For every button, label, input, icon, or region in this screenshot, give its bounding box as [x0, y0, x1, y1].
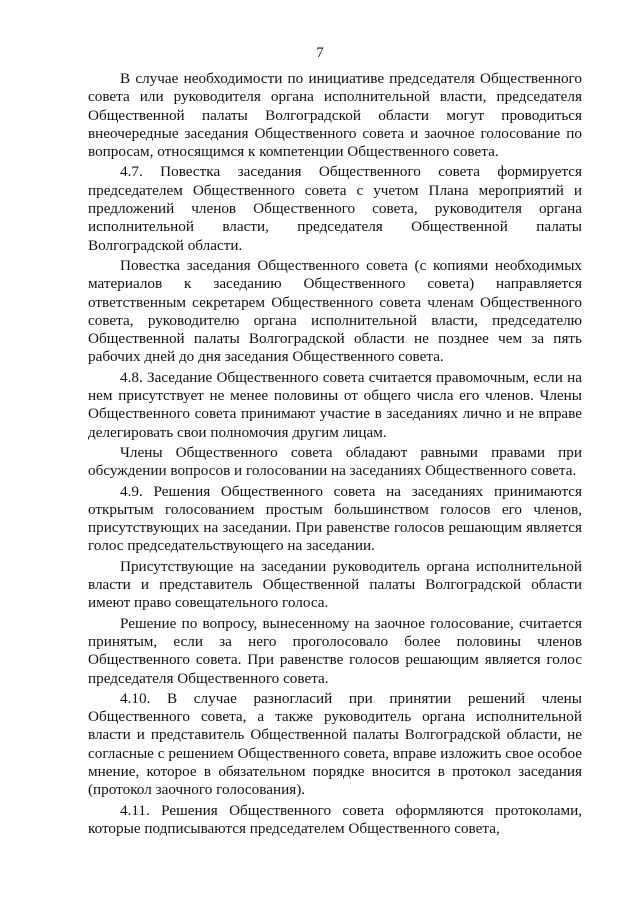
paragraph-4-9-decisions: 4.9. Решения Общественного совета на заседаниях принимаются открытым голосованием простым большинством голосов его членов, присутствующих на заседании. При равенстве голосов решающим является голос председательствующего на заседании.: [88, 482, 582, 555]
document-body: [88, 70, 582, 838]
page-number: 7: [316, 45, 324, 61]
paragraph-absentee-vote: Решение по вопросу, вынесенному на заочное голосование, считается принятым, если за него проголосовало более половины членов Общественного совета. При равенстве голосов решающим является голос председателя Общественного совета.: [88, 614, 582, 687]
paragraph-4-11-protocols: 4.11. Решения Общественного совета оформляются протоколами, которые подписываются председателем Общественного совета,: [88, 801, 582, 837]
paragraph-4-10-dissent: 4.10. В случае разногласий при принятии решений члены Общественного совета, а также руководитель органа исполнительной власти и представитель Общественной палаты Волгоградской области, не согласные с решением Общественного совета, вправе изложить свое особое мнение, которое в обязательном порядке вносится в протокол заседания (протокол заочного голосования).: [88, 689, 582, 799]
paragraph-4-8-quorum: 4.8. Заседание Общественного совета считается правомочным, если на нем присутствует не менее половины от общего числа его членов. Члены Общественного совета принимают участие в заседаниях лично и не вправе делегировать свои полномочия другим лицам.: [88, 368, 582, 441]
paragraph-equal-rights: Члены Общественного совета обладают равными правами при обсуждении вопросов и голосовании на заседаниях Общественного совета.: [88, 443, 582, 480]
paragraph-extraordinary-meetings: В случае необходимости по инициативе председателя Общественного совета или руководителя органа исполнительной власти, председателя Общественной палаты Волгоградской области могут проводиться внеочередные заседания Общественного совета и заочное голосование по вопросам, относящимся к компетенции Общественного совета.: [88, 70, 582, 161]
paragraph-4-7-agenda: 4.7. Повестка заседания Общественного совета формируется председателем Общественного совета с учетом Плана мероприятий и предложений членов Общественного совета, руководителя органа исполнительной власти, председателя Общественной палаты Волгоградской области.: [88, 163, 582, 254]
paragraph-agenda-distribution: Повестка заседания Общественного совета (с копиями необходимых материалов к заседанию Общественного совета) направляется ответственным секретарем Общественного совета членам Общественного совета, руководителю органа исполнительной власти, председателю Общественной палаты Волгоградской области не позднее чем за пять рабочих дней до дня заседания Общественного совета.: [88, 256, 582, 366]
paragraph-advisory-vote: Присутствующие на заседании руководитель органа исполнительной власти и представитель Общественной палаты Волгоградской области имеют право совещательного голоса.: [88, 557, 582, 612]
